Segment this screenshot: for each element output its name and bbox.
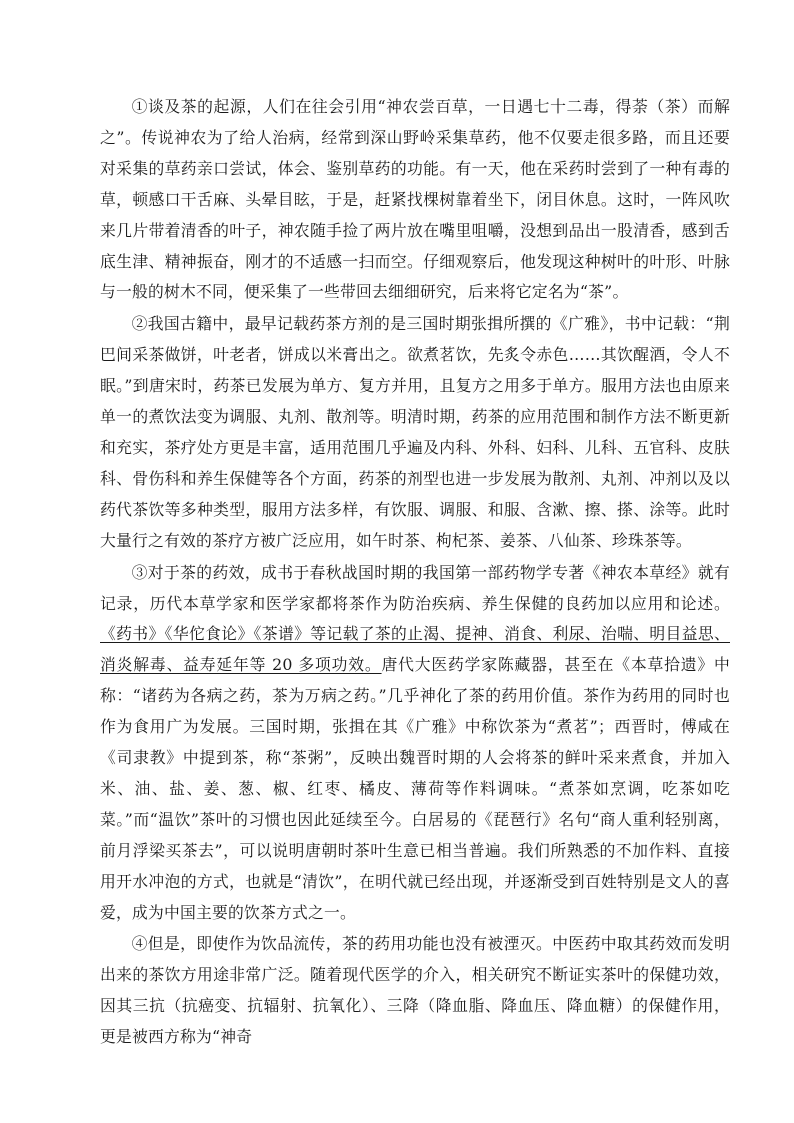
paragraph-3-text-end: 唐代大医药学家陈藏器，甚至在《本草拾遗》中称：“诸药为各病之药，茶为万病之药。”几乎神化了茶的药用价值。茶作为药用的同时也作为食用广为发展。三国时期，张揖在其《广雅》中称饮茶为“煮茗”；西晋时，傅咸在《司隶教》中提到茶，称“茶粥”，反映出魏晋时期的人会将茶的鲜叶采来煮食，并加入米、油、盐、姜、葱、椒、红枣、橘皮、薄荷等作料调味。“煮茶如烹调，吃茶如吃菜。”而“温饮”茶叶的习惯也因此延续至今。白居易的《琵琶行》名句“商人重利轻别离，前月浮梁买茶去”，可以说明唐朝时茶叶生意已相当普遍。我们所熟悉的不加作料、直接用开水冲泡的方式，也就是“清饮”，在明代就已经出现，并逐渐受到百姓特别是文人的喜爱，成为中国主要的饮茶方式之一。 — [100, 655, 730, 922]
paragraph-3 — [100, 558, 730, 929]
paragraph-3-text-start: ③对于茶的药效，成书于春秋战国时期的我国第一部药物学专著《神农本草经》就有记录，历代本草学家和医学家都将茶作为防治疾病、养生保健的良药加以应用和论述。 — [100, 562, 730, 613]
paragraph-3-underlined-text: 《药书》《华佗食论》《茶谱》等记载了茶的止渴、提神、消食、利尿、治喘、明目益思、消炎解毒、益寿延年等 20 多项功效。 — [100, 624, 730, 675]
paragraph-1 — [100, 92, 730, 308]
paragraph-4-text: ④但是，即使作为饮品流传，茶的药用功能也没有被湮灭。中医药中取其药效而发明出来的茶饮方用途非常广泛。随着现代医学的介入，相关研究不断证实茶叶的保健功效，因其三抗（抗癌变、抗辐射、抗氧化）、三降（降血脂、降血压、降血糖）的保健作用，更是被西方称为“神奇 — [100, 934, 730, 1047]
paragraph-2 — [100, 309, 730, 556]
paragraph-2-text: ②我国古籍中，最早记载药茶方剂的是三国时期张揖所撰的《广雅》，书中记载：“荆巴间采茶做饼，叶老者，饼成以米膏出之。欲煮茗饮，先炙令赤色……其饮醒酒，令人不眠。”到唐宋时，药茶已发展为单方、复方并用，且复方之用多于单方。服用方法也由原来单一的煮饮法变为调服、丸剂、散剂等。明清时期，药茶的应用范围和制作方法不断更新和充实，茶疗处方更是丰富，适用范围几乎遍及内科、外科、妇科、儿科、五官科、皮肤科、骨伤科和养生保健等各个方面，药茶的剂型也进一步发展为散剂、丸剂、冲剂以及以药代茶饮等多种类型，服用方法多样，有饮服、调服、和服、含漱、擦、搽、涂等。此时大量行之有效的茶疗方被广泛应用，如午时茶、枸杞茶、姜茶、八仙茶、珍珠茶等。 — [100, 314, 730, 550]
paragraph-1-text: ①谈及茶的起源，人们在往会引用“神农尝百草，一日遇七十二毒，得荼（茶）而解之”。传说神农为了给人治病，经常到深山野岭采集草药，他不仅要走很多路，而且还要对采集的草药亲口尝试，体会、鉴别草药的功能。有一天，他在采药时尝到了一种有毒的草，顿感口干舌麻、头晕目眩，于是，赶紧找棵树靠着坐下，闭目休息。这时，一阵风吹来几片带着清香的叶子，神农随手捡了两片放在嘴里咀嚼，没想到品出一股清香，感到舌底生津、精神振奋，刚才的不适感一扫而空。仔细观察后，他发现这种树叶的叶形、叶脉与一般的树木不同，便采集了一些带回去细细研究，后来将它定名为“茶”。 — [100, 97, 730, 302]
paragraph-4 — [100, 929, 730, 1053]
document-page — [100, 92, 730, 1053]
